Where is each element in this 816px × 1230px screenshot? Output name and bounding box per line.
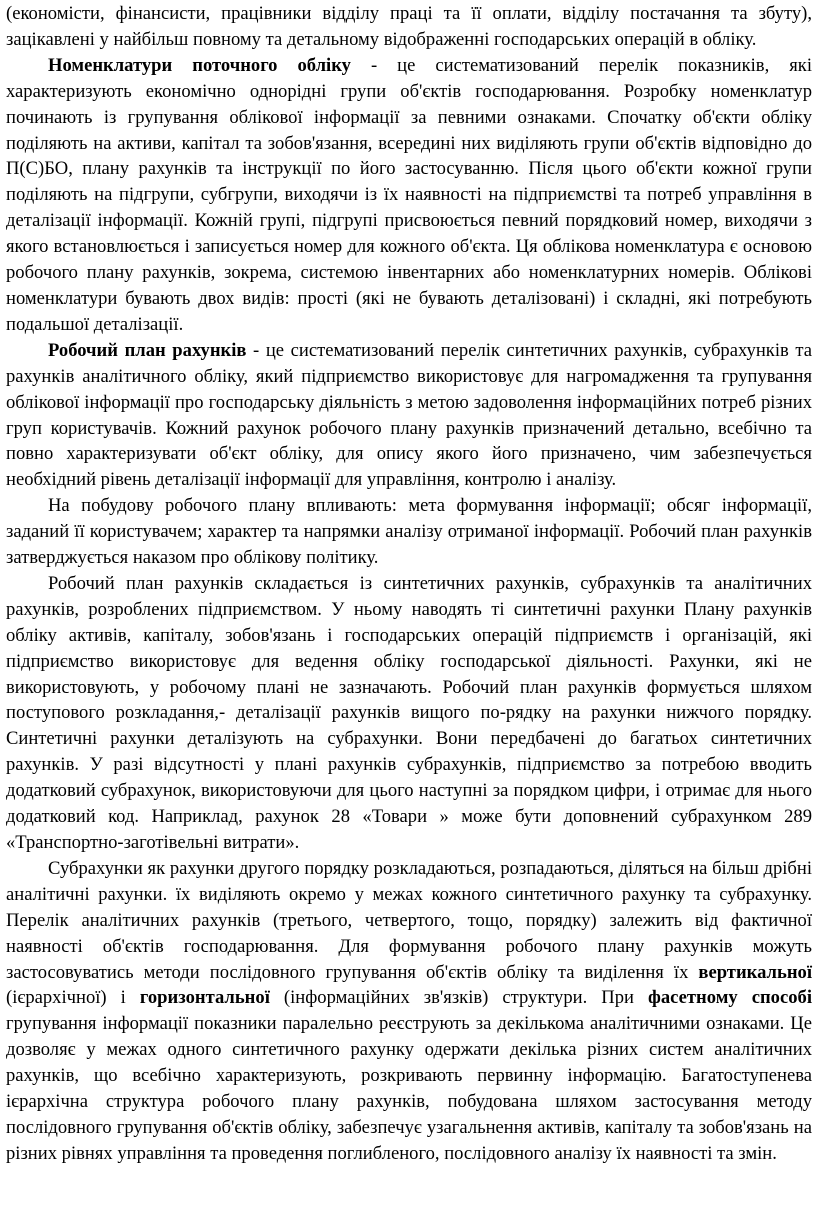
term-horizontal: горизонтальної [139, 987, 270, 1009]
paragraph-text: групування інформації показники паралельно реєструють за декількома аналітичними ознаками. Це дозволяє у межах одного синтетичного рахунку одержати декілька різних систем аналітичних рахунків, що всебічно характеризують, розкривають первинну інформацію. Багатоступенева ієрархічна структура робочого плану рахунків, побудована шляхом застосування методу послідовного групування об'єктів обліку, забезпечує узагальнення активів, капіталу та зобов'язань на різних рівнях управління та проведення поглибленого, послідовного аналізу їх наявності та змін. [6, 1013, 812, 1164]
paragraph-subaccounts [6, 856, 812, 1167]
paragraph-text: - це систематизований перелік синтетичних рахунків, субрахунків та рахунків аналітичного обліку, який підприємство використовує для нагромадження та групування облікової інформації про господарську діяльність з метою задоволення інформаційних потреб різних груп користувачів. Кожний рахунок робочого плану рахунків призначений детально, всебічно та повно характеризувати об'єкт обліку, для опису якого його призначено, чим забезпечується необхідний рівень деталізації інформації для управління, контролю і аналізу. [6, 339, 812, 491]
paragraph-text: (інформаційних зв'язків) структури. При [269, 987, 649, 1009]
paragraph-plan-factors [6, 493, 812, 571]
paragraph-text: Робочий план рахунків складається із синтетичних рахунків, субрахунків та аналітичних рахунків, розроблених підприємством. У ньому наводять ті синтетичні рахунки Плану рахунків обліку активів, капіталу, зобов'язань і господарських операцій підприємств і організацій, які підприємство використовує для ведення обліку господарської діяльності. Рахунки, які не використовують, у робочому плані не зазначають. Робочий план рахунків формується шляхом поступового розкладання,- деталізації рахунків вищого по-рядку на рахунки нижчого порядку. Синтетичні рахунки деталізують на субрахунки. Вони передбачені до багатьох синтетичних рахунків. У разі відсутності у плані рахунків субрахунків, підприємство за потребою вводить додатковий субрахунок, використовуючи для цього наступні за порядком цифри, і отримає для нього додатковий код. Наприклад, рахунок 28 «Товари » може бути доповнений субрахунком 289 «Транспортно-заготівельні витрати». [6, 572, 812, 853]
paragraph-text: - це систематизований перелік показників, які характеризують економічно однорідні групи об'єктів господарювання. Розробку номенклатур починають із групування облікової інформації за певними ознаками. Спочатку об'єкти обліку поділяють на активи, капітал та зобов'язання, всередині них виділяють групи об'єктів відповідно до П(С)БО, плану рахунків та інструкції по його застосуванню. Після цього об'єкти кожної групи поділяють на підгрупи, субгрупи, виходячи із їх наявності на підприємстві та потреб управління в деталізації інформації. Кожній групі, підгрупі присвоюється певний порядковий номер, виходячи з якого встановлюється і записується номер для кожного об'єкта. Ця облікова номенклатура є основою робочого плану рахунків, зокрема, системою інвентарних або номенклатурних номерів. Облікові номенклатури бувають двох видів: прості (які не бувають деталізовані) і складні, які потребують подальшої деталізації. [6, 54, 812, 335]
paragraph-text: (ієрархічної) і [6, 987, 140, 1009]
term-nomenclature: Номенклатури поточного обліку [48, 54, 351, 76]
paragraph-continuation [6, 1, 812, 53]
term-vertical: вертикальної [698, 961, 812, 983]
paragraph-text: (економісти, фінансисти, працівники відділу праці та її оплати, відділу постачання та збуту), зацікавлені у найбільш повному та детальному відображенні господарських операцій в обліку. [6, 3, 812, 50]
paragraph-working-plan [6, 338, 812, 493]
paragraph-text: На побудову робочого плану впливають: мета формування інформації; обсяг інформації, заданий її користувачем; характер та напрямки аналізу отриманої інформації. Робочий план рахунків затверджується наказом про облікову політику. [6, 495, 812, 569]
paragraph-plan-structure [6, 571, 812, 856]
paragraph-nomenclature [6, 53, 812, 338]
term-facet-method: фасетному способі [648, 987, 812, 1009]
term-working-plan: Робочий план рахунків [48, 339, 247, 361]
paragraph-text: Субрахунки як рахунки другого порядку розкладаються, розпадаються, діляться на більш дрібні аналітичні рахунки. їх виділяють окремо у межах кожного синтетичного рахунку та субрахунку. Перелік аналітичних рахунків (третього, четвертого, тощо, порядку) залежить від фактичної наявності об'єктів господарювання. Для формування робочого плану рахунків можуть застосовуватись методи послідовного групування об'єктів обліку та виділення їх [6, 857, 812, 983]
